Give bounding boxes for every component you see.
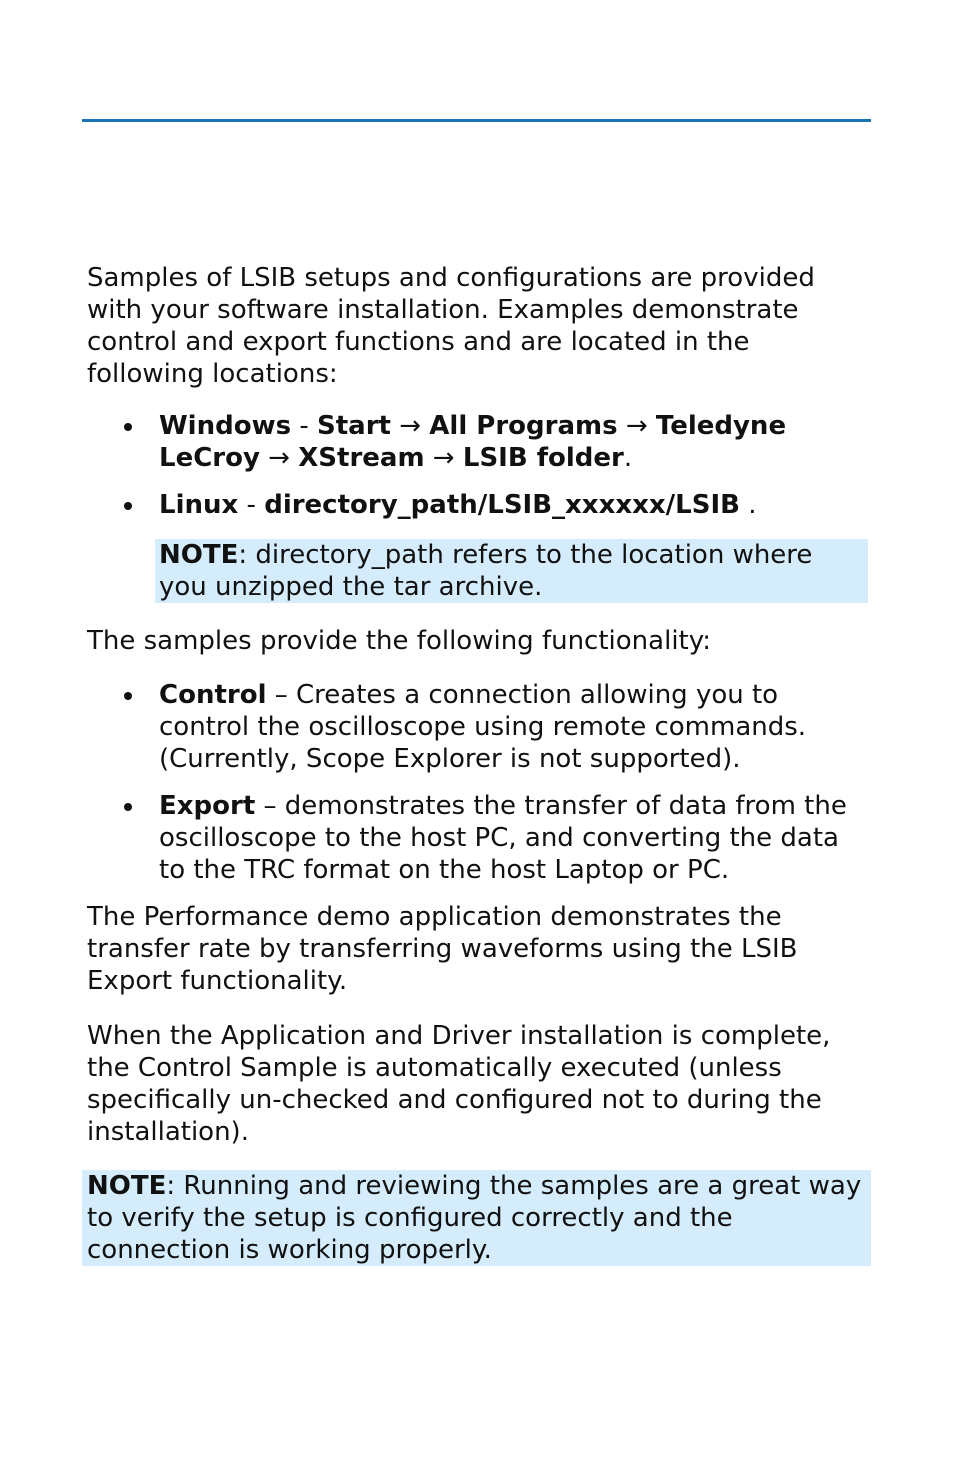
header-rule (82, 119, 871, 122)
function-label: Control (159, 680, 267, 710)
list-item-linux (87, 489, 867, 521)
linux-end-punctuation: . (739, 490, 757, 520)
windows-label: Windows (159, 411, 292, 441)
list-item-windows (87, 410, 867, 474)
function-description: – demonstrates the transfer of data from the oscilloscope to the host PC, and converting the data to the TRC format on the host Laptop or PC. (159, 791, 847, 885)
windows-path-start: Start (317, 411, 391, 441)
windows-separator: - (291, 411, 317, 441)
linux-label: Linux (159, 490, 239, 520)
function-description: – Creates a connection allowing you to control the oscilloscope using remote commands. (Currently, Scope Explorer is not supported). (159, 680, 807, 774)
note-text: : directory_path refers to the location where you unzipped the tar archive. (159, 540, 813, 602)
windows-end-punctuation: . (623, 443, 633, 473)
completion-paragraph: When the Application and Driver installation is complete, the Control Sample is automatically executed (unless specifically un-checked and configured not to during the installation). (87, 1021, 831, 1147)
note-text: : Running and reviewing the samples are a great way to verify the setup is configured correctly and the connection is working properly. (87, 1171, 862, 1265)
performance-paragraph: The Performance demo application demonstrates the transfer rate by transferring waveforms using the LSIB Export functionality. (87, 902, 798, 996)
function-label: Export (159, 791, 256, 821)
linux-path: directory_path/LSIB_xxxxxx/LSIB (264, 490, 740, 520)
list-item-export (87, 790, 867, 886)
arrow-icon: → (617, 411, 656, 441)
note-samples (82, 1170, 871, 1266)
windows-path-all-programs: All Programs (429, 411, 618, 441)
intro-paragraph: Samples of LSIB setups and configurations are provided with your software installation. Examples demonstrate control and export functions and are located in the following locations: (87, 263, 815, 389)
arrow-icon: → (390, 411, 430, 441)
note-label: NOTE (159, 540, 239, 570)
locations-list (87, 410, 867, 521)
windows-path-teledyne-lecroy: Teledyne LeCroy (159, 411, 787, 473)
windows-path-lsib-folder: LSIB folder (462, 443, 624, 473)
document-body (87, 262, 867, 1266)
arrow-icon: → (259, 443, 299, 473)
list-item-control (87, 679, 867, 775)
note-directory-path (155, 539, 868, 603)
windows-path-xstream: XStream (298, 443, 425, 473)
functionality-intro: The samples provide the following functionality: (87, 626, 711, 656)
functions-list (87, 679, 867, 886)
note-label: NOTE (87, 1171, 167, 1201)
linux-separator: - (238, 490, 265, 520)
arrow-icon: → (424, 443, 463, 473)
